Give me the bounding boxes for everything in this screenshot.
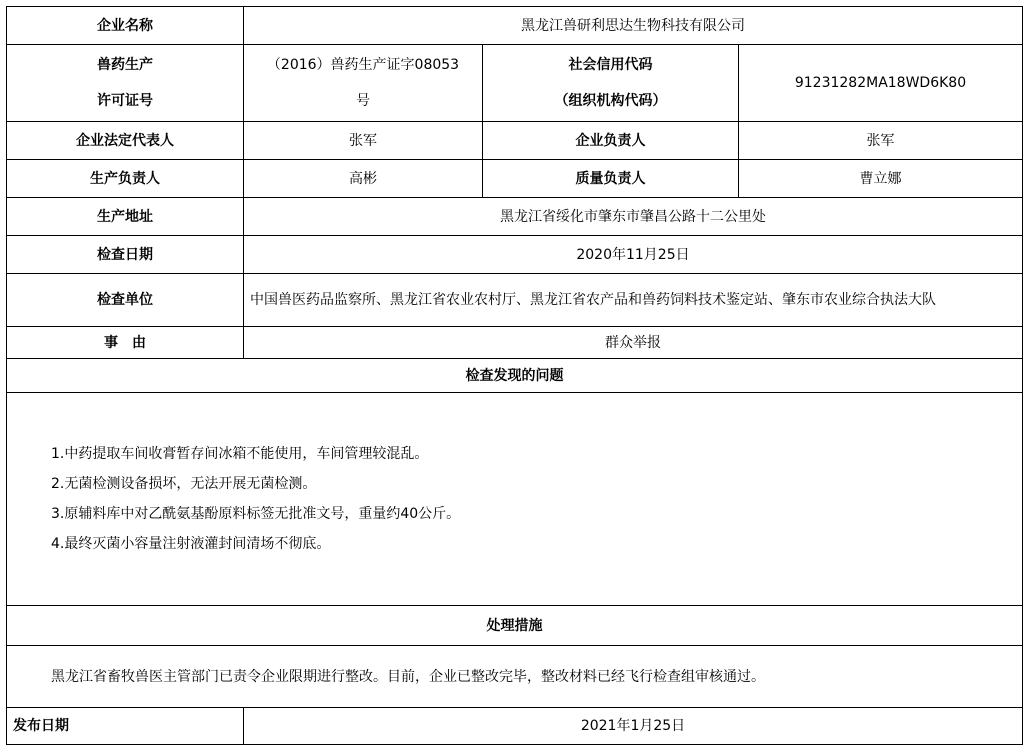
license-label-line2: 许可证号 (97, 93, 153, 109)
credit-code-label-line2: （组织机构代码） (554, 93, 667, 109)
row-publish-date (7, 708, 1023, 745)
quality-head-value: 曹立娜 (739, 160, 1023, 198)
inspection-date-value: 2020年11月25日 (244, 236, 1023, 274)
manager-value: 张军 (739, 122, 1023, 160)
row-company (7, 7, 1023, 45)
license-label-line1: 兽药生产 (97, 57, 153, 73)
address-label: 生产地址 (7, 198, 244, 236)
row-production (7, 160, 1023, 198)
company-value: 黑龙江兽研利思达生物科技有限公司 (244, 7, 1023, 45)
finding-item: 3.原辅料库中对乙酰氨基酚原料标签无批准文号，重量约40公斤。 (51, 506, 461, 522)
credit-code-label (483, 45, 739, 122)
finding-item: 2.无菌检测设备损坏，无法开展无菌检测。 (51, 476, 317, 492)
legal-rep-value: 张军 (244, 122, 483, 160)
findings-header: 检查发现的问题 (7, 359, 1023, 393)
reason-value: 群众举报 (244, 327, 1023, 359)
license-value-line2: 号 (356, 93, 370, 109)
credit-code-value: 91231282MA18WD6K80 (739, 45, 1023, 122)
address-value: 黑龙江省绥化市肇东市肇昌公路十二公里处 (244, 198, 1023, 236)
row-inspection-date (7, 236, 1023, 274)
license-value (244, 45, 483, 122)
findings-list (7, 393, 1023, 606)
finding-item: 4.最终灭菌小容量注射液灌封间清场不彻底。 (51, 536, 331, 552)
license-value-line1: （2016）兽药生产证字08053 (266, 57, 460, 73)
publish-date-label: 发布日期 (7, 708, 244, 745)
inspection-unit-value: 中国兽医药品监察所、黑龙江省农业农村厅、黑龙江省农产品和兽药饲料技术鉴定站、肇东市农业综合执法大队 (244, 274, 1023, 327)
measures-header: 处理措施 (7, 606, 1023, 646)
row-inspection-unit (7, 274, 1023, 327)
license-label (7, 45, 244, 122)
row-measures-header (7, 606, 1023, 646)
measures-text: 黑龙江省畜牧兽医主管部门已责令企业限期进行整改。目前，企业已整改完毕，整改材料已经飞行检查组审核通过。 (7, 646, 1023, 708)
reason-label: 事 由 (7, 327, 244, 359)
publish-date-value: 2021年1月25日 (244, 708, 1023, 745)
inspection-unit-label: 检查单位 (7, 274, 244, 327)
legal-rep-label: 企业法定代表人 (7, 122, 244, 160)
quality-head-label: 质量负责人 (483, 160, 739, 198)
row-legal-rep (7, 122, 1023, 160)
credit-code-label-line1: 社会信用代码 (568, 57, 653, 73)
row-findings-header (7, 359, 1023, 393)
row-address (7, 198, 1023, 236)
manager-label: 企业负责人 (483, 122, 739, 160)
finding-item: 1.中药提取车间收膏暂存间冰箱不能使用，车间管理较混乱。 (51, 446, 429, 462)
production-head-label: 生产负责人 (7, 160, 244, 198)
production-head-value: 高彬 (244, 160, 483, 198)
inspection-record-table (6, 6, 1023, 745)
row-findings-list (7, 393, 1023, 606)
company-label: 企业名称 (7, 7, 244, 45)
row-reason (7, 327, 1023, 359)
inspection-date-label: 检查日期 (7, 236, 244, 274)
row-measures-text (7, 646, 1023, 708)
row-license (7, 45, 1023, 122)
